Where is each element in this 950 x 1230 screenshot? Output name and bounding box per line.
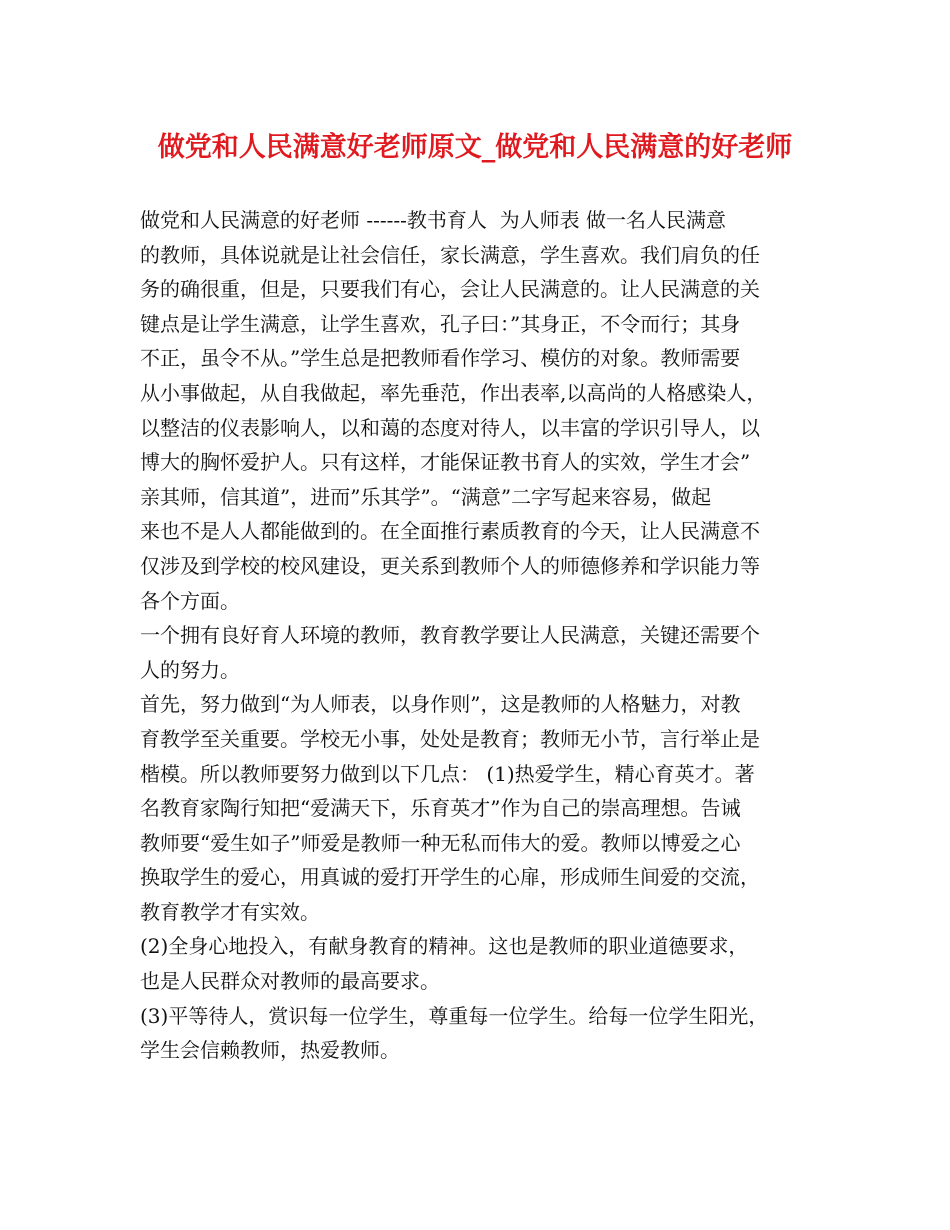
text-line: 的教师，具体说就是让社会信任，家长满意，学生喜欢。我们肩负的任	[140, 242, 760, 267]
text-line: 人的努力。	[140, 657, 240, 682]
text-line: 楷模。所以教师要努力做到以下几点： (1)热爱学生，精心育英才。著	[140, 761, 755, 786]
text-line: 名教育家陶行知把“爱满天下，乐育英才”作为自己的崇高理想。告诫	[140, 796, 741, 821]
text-line: 从小事做起，从自我做起，率先垂范，作出表率,以高尚的人格感染人，	[140, 380, 767, 405]
text-line: 以整洁的仪表影响人，以和蔼的态度对待人，以丰富的学识引导人，以	[140, 415, 760, 440]
document-body	[140, 203, 820, 1068]
text-line: 教育教学才有实效。	[140, 899, 320, 924]
text-line: 务的确很重，但是，只要我们有心，会让人民满意的。让人民满意的关	[140, 277, 760, 302]
text-line: (3)平等待人，赏识每一位学生，尊重每一位学生。给每一位学生阳光，	[140, 1003, 769, 1028]
text-line: 做党和人民满意的好老师 ------教书育人 为人师表 做一名人民满意	[140, 208, 726, 232]
text-line: 育教学至关重要。学校无小事，处处是教育；教师无小节，言行举止是	[140, 726, 760, 751]
text-line: 首先，努力做到“为人师表，以身作则”，这是教师的人格魅力，对教	[140, 692, 741, 717]
document-title: 做党和人民满意好老师原文_做党和人民满意的好老师	[157, 132, 793, 163]
text-line: 学生会信赖教师，热爱教师。	[140, 1038, 400, 1063]
text-line: (2)全身心地投入，有献身教育的精神。这也是教师的职业道德要求，	[140, 934, 749, 959]
text-line: 一个拥有良好育人环境的教师，教育教学要让人民满意，关键还需要个	[140, 623, 760, 648]
text-line: 亲其师，信其道”，进而”乐其学”。“满意”二字写起来容易，做起	[140, 484, 712, 509]
text-line: 来也不是人人都能做到的。在全面推行素质教育的今天，让人民满意不	[140, 519, 760, 544]
text-line: 也是人民群众对教师的最高要求。	[140, 969, 440, 994]
text-line: 仅涉及到学校的校风建设，更关系到教师个人的师德修养和学识能力等	[140, 553, 760, 578]
text-line: 教师要“爱生如子”师爱是教师一种无私而伟大的爱。教师以博爱之心	[140, 830, 741, 855]
text-line: 换取学生的爱心，用真诚的爱打开学生的心扉，形成师生间爱的交流，	[140, 865, 760, 890]
text-line: 键点是让学生满意，让学生喜欢，孔子曰：”其身正，不令而行；其身	[140, 311, 741, 336]
text-line: 各个方面。	[140, 588, 240, 613]
text-line: 博大的胸怀爱护人。只有这样，才能保证教书育人的实效，学生才会”	[140, 450, 751, 475]
text-line: 不正，虽令不从。”学生总是把教师看作学习、模仿的对象。教师需要	[140, 346, 741, 371]
